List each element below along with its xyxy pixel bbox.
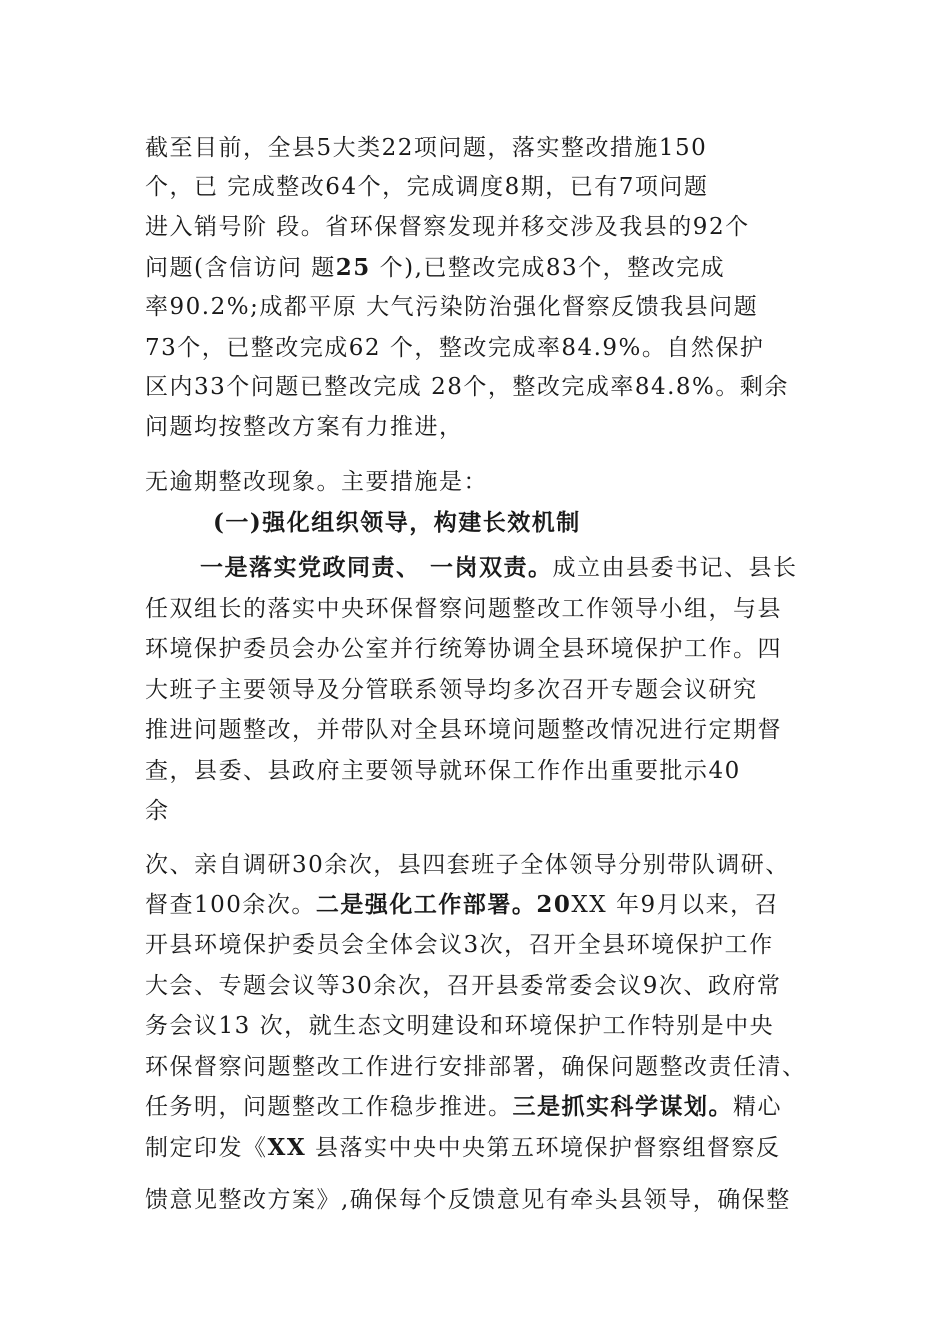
text-run: XX 年9月以来，召 xyxy=(571,892,780,918)
text-run: 成立由县委书记、县长 xyxy=(552,555,798,581)
text-line xyxy=(145,594,782,624)
text-line xyxy=(145,675,758,705)
text-run: 务会议13 次，就生态文明建设和环境保护工作特别是中央 xyxy=(145,1013,775,1039)
bold-text: 一是落实党政同责、 一岗双责。 xyxy=(200,554,553,581)
text-run: 督查100余次。 xyxy=(145,892,316,918)
text-line xyxy=(145,253,725,283)
text-run: 开县环境保护委员会全体会议3次，召开全县环境保护工作 xyxy=(145,932,774,958)
text-run: 个，已 完成整改64个，完成调度8期，已有7项问题 xyxy=(145,174,709,200)
text-line xyxy=(145,971,781,1001)
text-run: 进入销号阶 段。省环保督察发现并移交涉及我县的92个 xyxy=(145,214,750,240)
text-line xyxy=(145,1185,791,1215)
text-line xyxy=(145,634,782,664)
text-line xyxy=(145,1011,774,1041)
text-run: 制定印发《 xyxy=(145,1135,268,1161)
text-run: 任务明，问题整改工作稳步推进。 xyxy=(145,1094,513,1120)
text-run: 73个，已整改完成62 个，整改完成率84.9%。自然保护 xyxy=(145,335,765,361)
text-line xyxy=(145,930,774,960)
text-line xyxy=(145,1092,782,1122)
text-run: 环境保护委员会办公室并行统筹协调全县环境保护工作。四 xyxy=(145,636,782,662)
text-run: 馈意见整改方案》,确保每个反馈意见有牵头县领导，确保整 xyxy=(145,1187,791,1213)
text-line xyxy=(145,1133,781,1163)
text-run: 查，县委、县政府主要领导就环保工作作出重要批示40 xyxy=(145,758,741,784)
text-run: 任双组长的落实中央环保督察问题整改工作领导小组，与县 xyxy=(145,596,782,622)
text-line xyxy=(200,553,798,583)
text-line xyxy=(145,796,170,826)
text-run: 环保督察问题整改工作进行安排部署，确保问题整改责任清、 xyxy=(145,1054,807,1080)
text-line xyxy=(145,372,789,402)
text-line xyxy=(145,212,750,242)
text-run: 次、亲自调研30余次，县四套班子全体领导分别带队调研、 xyxy=(145,852,790,878)
bold-text: 25 xyxy=(335,254,371,281)
text-line xyxy=(145,756,741,786)
bold-text: 二是强化工作部署。20 xyxy=(315,891,572,918)
text-run: 截至目前，全县5大类22项问题，落实整改措施150 xyxy=(145,135,708,161)
text-line xyxy=(145,292,758,322)
text-run: 大班子主要领导及分管联系领导均多次召开专题会议研究 xyxy=(145,677,758,703)
text-line xyxy=(145,890,779,920)
text-run: 率90.2%;成都平原 大气污染防治强化督察反馈我县问题 xyxy=(145,294,759,320)
text-run: 大会、专题会议等30余次，召开县委常委会议9次、政府常 xyxy=(145,973,782,999)
text-run: 无逾期整改现象。主要措施是： xyxy=(145,469,488,495)
text-line xyxy=(145,1052,807,1082)
text-line xyxy=(213,508,581,538)
text-line xyxy=(145,133,707,163)
text-run: 推进问题整改，并带队对全县环境问题整改情况进行定期督 xyxy=(145,717,782,743)
text-run: 区内33个问题已整改完成 28个，整改完成率84.8%。剩余 xyxy=(145,374,789,400)
text-line xyxy=(145,850,790,880)
bold-text: (一)强化组织领导，构建长效机制 xyxy=(213,509,581,536)
text-run: 余 xyxy=(145,798,170,824)
text-run: 问题(含信访问 题 xyxy=(145,255,336,281)
bold-text: 三是抓实科学谋划。 xyxy=(512,1093,733,1120)
text-run: 县落实中央中央第五环境保护督察组督察反 xyxy=(306,1135,781,1161)
text-line xyxy=(145,172,708,202)
text-run: 精心 xyxy=(733,1094,782,1120)
text-run: 问题均按整改方案有力推进， xyxy=(145,414,464,440)
text-line xyxy=(145,715,782,745)
text-run: 个),已整改完成83个，整改完成 xyxy=(370,255,726,281)
text-line xyxy=(145,467,488,497)
bold-text: XX xyxy=(267,1134,307,1161)
text-line xyxy=(145,412,464,442)
text-line xyxy=(145,333,764,363)
